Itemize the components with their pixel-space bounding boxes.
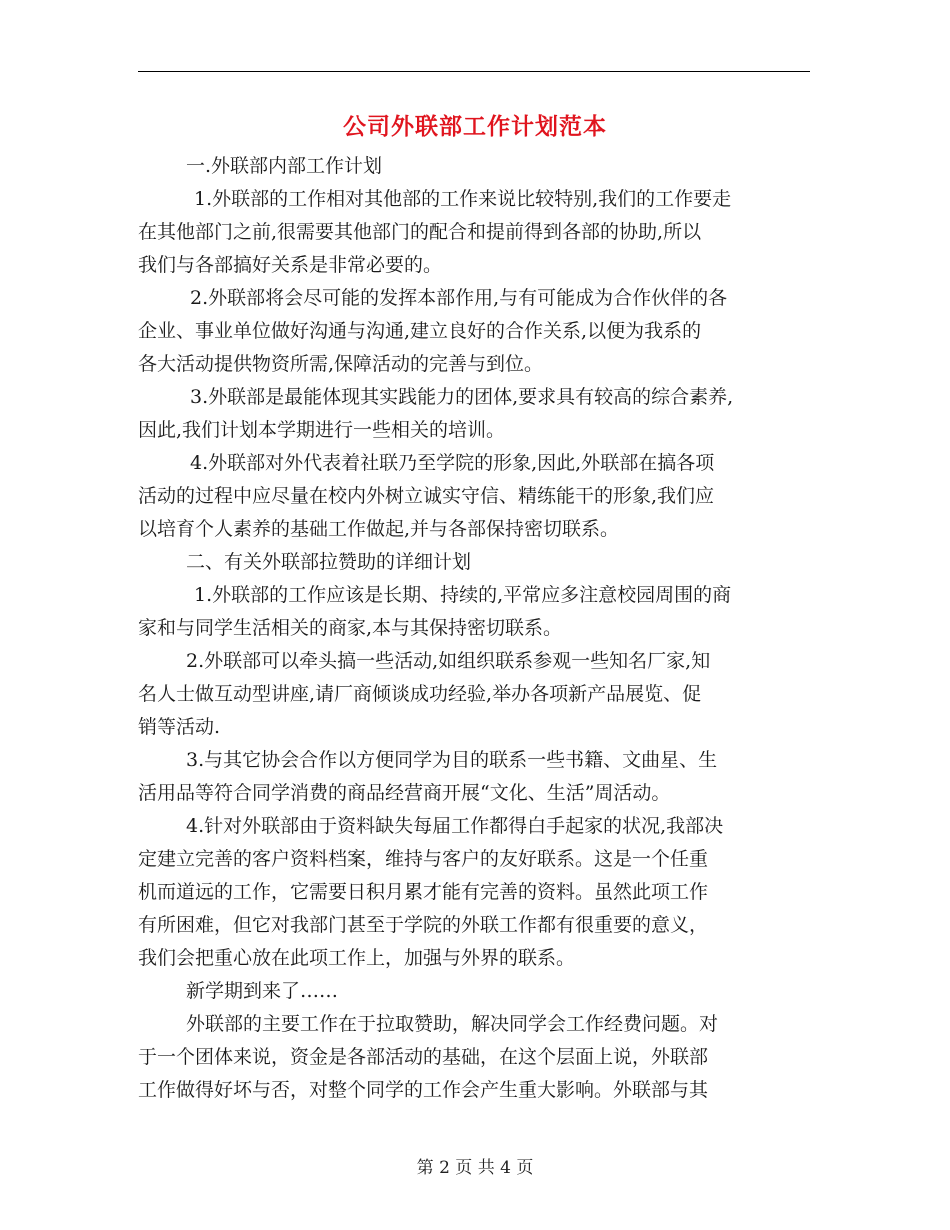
text-line: 2.外联部可以牵头搞一些活动,如组织联系参观一些知名厂家,知 xyxy=(186,650,711,672)
text-line: 3.外联部是最能体现其实践能力的团体,要求具有较高的综合素养, xyxy=(190,386,734,408)
text-line: 活用品等符合同学消费的商品经营商开展“文化、生活”周活动。 xyxy=(138,782,671,804)
text-line: 因此,我们计划本学期进行一些相关的培训。 xyxy=(138,419,506,441)
text-line: 于一个团体来说，资金是各部活动的基础，在这个层面上说，外联部 xyxy=(138,1046,709,1068)
text-line: 4.针对外联部由于资料缺失每届工作都得白手起家的状况,我部决 xyxy=(186,815,724,837)
text-line: 一.外联部内部工作计划 xyxy=(186,155,383,177)
header-rule xyxy=(138,71,810,72)
text-line: 定建立完善的客户资料档案，维持与客户的友好联系。这是一个任重 xyxy=(138,848,709,870)
text-line: 4.外联部对外代表着社联乃至学院的形象,因此,外联部在搞各项 xyxy=(190,452,715,474)
text-line: 企业、事业单位做好沟通与沟通,建立良好的合作关系,以便为我系的 xyxy=(138,320,702,342)
text-line: 我们与各部搞好关系是非常必要的。 xyxy=(138,254,443,276)
text-line: 外联部的主要工作在于拉取赞助，解决同学会工作经费问题。对 xyxy=(186,1013,719,1035)
page-footer: 第 2 页 共 4 页 xyxy=(416,1158,534,1178)
document-title: 公司外联部工作计划范本 xyxy=(343,113,607,140)
text-line: 家和与同学生活相关的商家,本与其保持密切联系。 xyxy=(138,617,563,639)
text-line: 工作做得好坏与否，对整个同学的工作会产生重大影响。外联部与其 xyxy=(138,1079,709,1101)
text-line: 活动的过程中应尽量在校内外树立诚实守信、精练能干的形象,我们应 xyxy=(138,485,715,507)
text-line: 机而道远的工作，它需要日积月累才能有完善的资料。虽然此项工作 xyxy=(138,881,709,903)
text-line: 二、有关外联部拉赞助的详细计划 xyxy=(186,551,472,573)
text-line: 名人士做互动型讲座,请厂商倾谈成功经验,举办各项新产品展览、促 xyxy=(138,683,702,705)
text-line: 我们会把重心放在此项工作上，加强与外界的联系。 xyxy=(138,947,576,969)
text-line: 1.外联部的工作应该是长期、持续的,平常应多注意校园周围的商 xyxy=(194,584,732,606)
text-line: 以培育个人素养的基础工作做起,并与各部保持密切联系。 xyxy=(138,518,620,540)
text-line: 销等活动. xyxy=(138,716,221,738)
text-line: 新学期到来了…… xyxy=(186,980,339,1002)
text-line: 有所困难，但它对我部门甚至于学院的外联工作都有很重要的意义， xyxy=(138,914,709,936)
text-line: 3.与其它协会合作以方便同学为目的联系一些书籍、文曲星、生 xyxy=(186,749,718,771)
text-line: 各大活动提供物资所需,保障活动的完善与到位。 xyxy=(138,353,544,375)
text-line: 1.外联部的工作相对其他部的工作来说比较特别,我们的工作要走 xyxy=(194,188,732,210)
text-line: 在其他部门之前,很需要其他部门的配合和提前得到各部的协助,所以 xyxy=(138,221,702,243)
text-line: 2.外联部将会尽可能的发挥本部作用,与有可能成为合作伙伴的各 xyxy=(190,287,728,309)
